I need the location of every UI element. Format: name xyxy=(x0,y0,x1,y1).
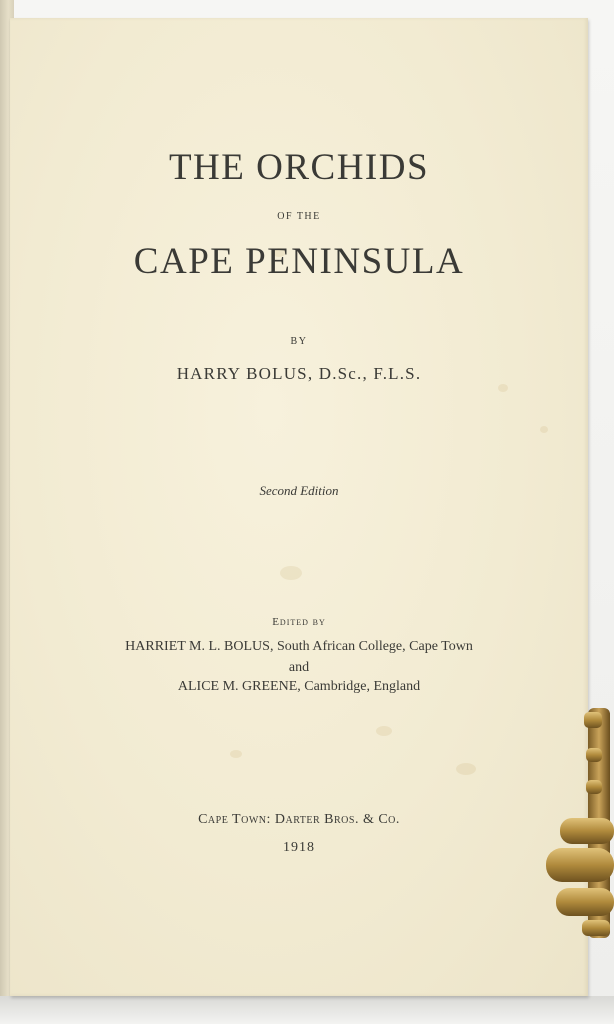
title-of-the: OF THE xyxy=(277,211,321,222)
brass-clip-icon xyxy=(542,708,614,938)
author-name: HARRY BOLUS, D.Sc., F.L.S. xyxy=(176,364,422,383)
title-page xyxy=(10,18,588,996)
editor-conjunction: and xyxy=(288,660,310,675)
edited-by-label: Edited by xyxy=(272,616,326,628)
by-label: BY xyxy=(290,336,308,347)
table-surface xyxy=(0,996,614,1024)
publication-year: 1918 xyxy=(283,840,315,855)
title-line-1: THE ORCHIDS xyxy=(168,147,430,188)
edition-label: Second Edition xyxy=(259,483,339,498)
editor-1: HARRIET M. L. BOLUS, South African College, Cape Town xyxy=(125,639,473,654)
editor-2: ALICE M. GREENE, Cambridge, England xyxy=(177,679,421,694)
publisher-imprint: Cape Town: Darter Bros. & Co. xyxy=(198,812,400,827)
title-line-2: CAPE PENINSULA xyxy=(133,241,465,282)
